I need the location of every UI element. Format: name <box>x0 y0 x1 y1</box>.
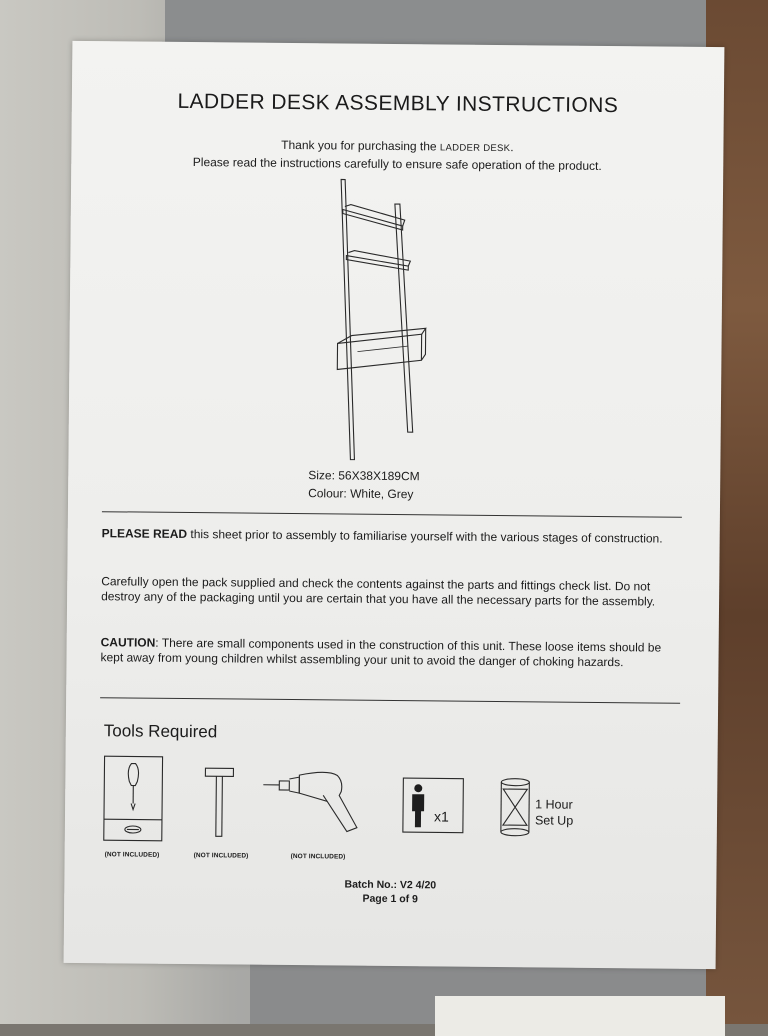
screwdriver-icon <box>103 755 164 842</box>
setup-time-label: Set Up <box>535 812 573 828</box>
caution-label: CAUTION <box>101 635 156 650</box>
power-drill-icon <box>261 771 378 834</box>
divider-bottom <box>100 697 680 704</box>
hammer-note: (NOT INCLUDED) <box>194 852 249 860</box>
hourglass-icon <box>495 777 536 837</box>
page-number: Page 1 of 9 <box>64 889 716 909</box>
please-read-text: this sheet prior to assembly to familiarise yourself with the various stages of construction. <box>187 527 663 546</box>
drill-note: (NOT INCLUDED) <box>291 853 346 861</box>
open-pack-paragraph: Carefully open the pack supplied and check the contents against the parts and fittings check list. Do not destroy any of the packaging until you are certain that you have all the necessary parts for the assembly. <box>101 574 669 608</box>
background-paper <box>435 996 725 1036</box>
thanks-suffix: . <box>510 140 513 154</box>
please-read-label: PLEASE READ <box>102 526 187 541</box>
screwdriver-note: (NOT INCLUDED) <box>105 851 160 859</box>
product-name: LADDER DESK <box>440 142 510 154</box>
instruction-sheet <box>64 41 725 969</box>
batch-number: Batch No.: V2 4/20 <box>64 875 716 895</box>
thank-you-text <box>71 135 723 175</box>
colour-text: Colour: White, Grey <box>308 484 420 503</box>
divider-top <box>102 511 682 518</box>
person-count: x1 <box>434 808 449 824</box>
setup-time <box>535 796 574 828</box>
tools-heading: Tools Required <box>104 721 218 742</box>
setup-time-hours: 1 Hour <box>535 796 573 812</box>
thanks-prefix: Thank you for purchasing the <box>281 138 440 154</box>
caution-paragraph <box>100 635 668 669</box>
caution-text: : There are small components used in the construction of this unit. These loose items should be kept away from young children whilst assembling your unit to avoid the danger of choking hazards. <box>100 636 661 669</box>
product-specs <box>308 466 420 503</box>
batch-info <box>64 875 716 909</box>
ladder-desk-illustration <box>326 173 449 464</box>
please-read-paragraph <box>102 526 670 546</box>
document-title: LADDER DESK ASSEMBLY INSTRUCTIONS <box>72 89 724 119</box>
size-text: Size: 56X38X189CM <box>308 466 420 485</box>
hammer-icon <box>201 764 238 840</box>
read-instructions-line: Please read the instructions carefully to ensure safe operation of the product. <box>71 153 723 175</box>
background-frame-top <box>165 0 715 48</box>
person-icon <box>402 777 465 834</box>
